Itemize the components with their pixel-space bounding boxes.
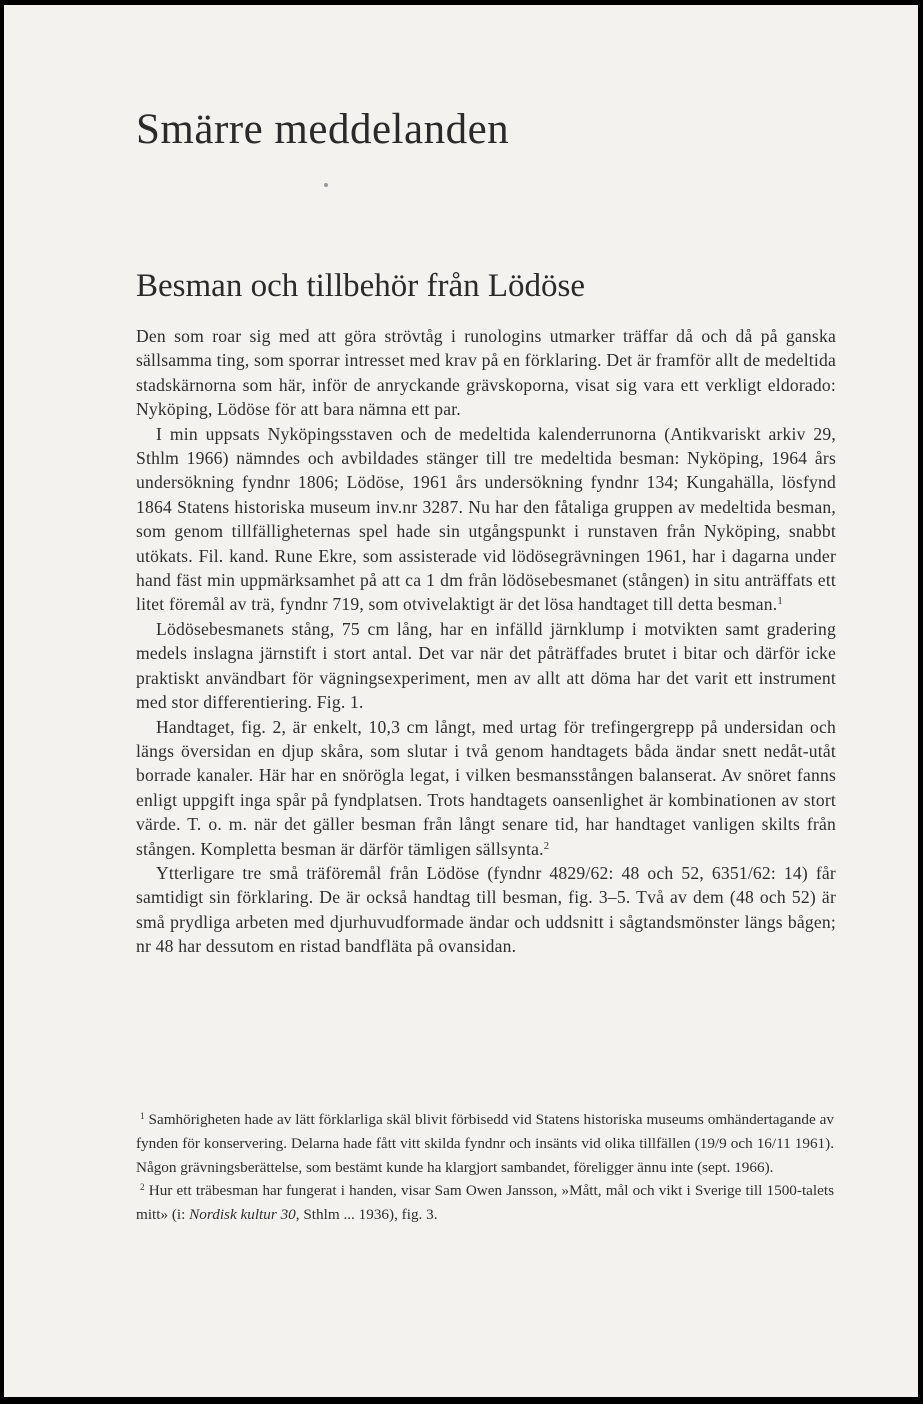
footnote-ref-2[interactable]: 2 <box>543 840 550 852</box>
footnote-2: $^2$ Hur ett träbesman har fungerat i handen, visar Sam Owen Jansson, »Mått, mål och vikt i Sverige till 1500-talets mitt» (i: Nordisk kultur 30, Sthlm ... 1936), fig. 3. <box>136 1182 835 1224</box>
footnote-marker-2: 2 <box>140 1182 145 1193</box>
paragraph-3: Lödösebesmanets stång, 75 cm lång, har en infälld järnklump i motvikten samt gradering medels inslagna järnstift i stort antal. Det var när det påträffades brutet i bitar och därför icke praktiskt användbart för vägningsexperiment, men av allt att döma har det varit ett instrument med stor differentiering. Fig. 1. <box>136 618 836 713</box>
footnote-ref-1[interactable]: 1 <box>777 596 783 608</box>
paragraph-1: Den som roar sig med att göra strövtåg i runologins utmarker träffar då och då på ganska sällsamma ting, som sporrar intresset med krav på en förklaring. Det är framför allt de medeltida stadskärnorna som här, inför de anryckande grävskoporna, visat sig vara ett verkligt eldorado: Nyköping, Lödöse för att bara nämna ett par. <box>136 326 836 420</box>
cited-work-title: Nordisk kultur 30, <box>189 1206 300 1224</box>
paragraph-4: Handtaget, fig. 2, är enkelt, 10,3 cm långt, med urtag för trefingergrepp på undersidan och längs översidan en djup skåra, som slutar i två genom handtagets båda ändar snett nedåt-utåt borrade kanaler. Här har en snörögla legat, i vilken besmansstången balanserat. Av snöret fanns enligt uppgift inga spår på fyndplatsen. Trots handtagets oansenlighet är kombinationen av stort värde. T. o. m. när det gäller besman från långt senare tid, har handtaget vanligen skilts från stången. Kompletta besman är därför tämligen sällsynta.$^2$ <box>136 716 836 859</box>
paragraph-5: Ytterligare tre små träföremål från Lödöse (fyndnr 4829/62: 48 och 52, 6351/62: 14) får samtidigt sin förklaring. De är också handtag till besman, fig. 3–5. Två av dem (48 och 52) är små prydliga arbeten med djurhuvudformade ändar och uddsnitt i sågtandsmönster längs bågen; nr 48 har dessutom en ristad bandfläta på ovansidan. <box>136 862 836 957</box>
article-body <box>136 324 836 959</box>
footnotes <box>136 1108 834 1227</box>
scan-speck <box>324 183 328 187</box>
paragraph-2: I min uppsats Nyköpingsstaven och de medeltida kalenderrunorna (Antikvariskt arkiv 29, Sthlm 1966) nämndes och avbildades stänger till tre medeltida besman: Nyköping, 1964 års undersökning fyndnr 1806; Lödöse, 1961 års undersökning fyndnr 134; Kungahälla, lösfynd 1864 Statens historiska museum inv.nr 3287. Nu har den fåtaliga gruppen av medeltida besman, som genom tillfälligheternas spel hade sin utgångspunkt i runstaven från Nyköping, snabbt utökats. Fil. kand. Rune Ekre, som assisterade vid lödösegrävningen 1961, har i dagarna under hand fäst min uppmärksamhet på att ca 1 dm från lödösebesmanet (stången) in situ anträffats ett litet föremål av trä, fyndnr 719, som otvivelaktigt är det lösa handtaget till detta besman.$^1$ <box>136 423 836 615</box>
footnote-marker-1: 1 <box>140 1110 145 1121</box>
section-heading: Smärre meddelanden <box>136 106 510 153</box>
footnote-1: $^1$ Samhörigheten hade av lätt förklarliga skäl blivit förbisedd vid Statens historiska museums omhändertagande av fynden för konservering. Delarna hade fått vitt skilda fyndnr och insänts vid olika tillfällen (19/9 och 16/11 1961). Någon grävningsberättelse, som bestämt kunde ha klargjort sambandet, föreligger ännu inte (sept. 1966). <box>136 1110 834 1176</box>
document-page <box>4 5 918 1397</box>
article-title: Besman och tillbehör från Lödöse <box>136 268 586 304</box>
